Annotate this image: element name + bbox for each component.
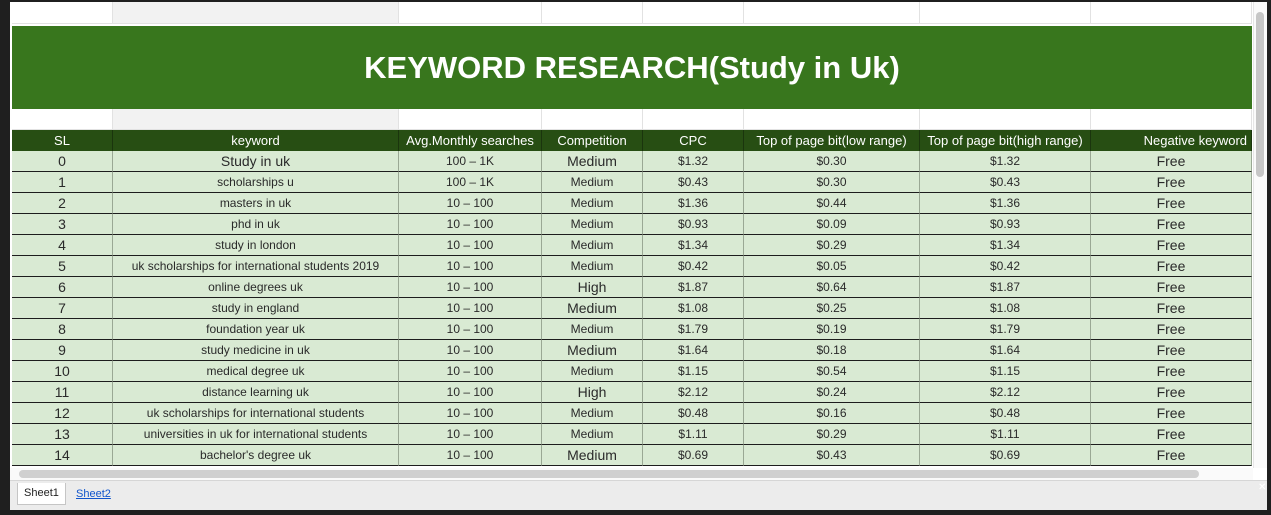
cell-cpc[interactable]: $1.11 (643, 424, 744, 445)
cell-top-bid-high[interactable]: $1.36 (920, 193, 1091, 214)
cell-keyword[interactable]: Study in uk (113, 151, 399, 172)
cell-negative-keyword[interactable]: Free (1091, 424, 1252, 445)
sheet-tab-sheet1[interactable]: Sheet1 (17, 483, 66, 505)
cell-top-bid-high[interactable]: $0.42 (920, 256, 1091, 277)
cell-avg-monthly-searches[interactable]: 10 – 100 (399, 214, 542, 235)
cell-top-bid-low[interactable]: $0.25 (744, 298, 920, 319)
empty-cell[interactable] (399, 2, 542, 24)
cell-negative-keyword[interactable]: Free (1091, 403, 1252, 424)
cell-top-bid-low[interactable]: $0.30 (744, 151, 920, 172)
cell-cpc[interactable]: $1.87 (643, 277, 744, 298)
cell-sl[interactable]: 8 (12, 319, 113, 340)
cell-cpc[interactable]: $2.12 (643, 382, 744, 403)
cell-top-bid-high[interactable]: $1.15 (920, 361, 1091, 382)
column-header-top-bid-low[interactable]: Top of page bit(low range) (744, 130, 920, 151)
cell-keyword[interactable]: foundation year uk (113, 319, 399, 340)
empty-cell[interactable] (542, 109, 643, 130)
cell-keyword[interactable]: masters in uk (113, 193, 399, 214)
cell-avg-monthly-searches[interactable]: 10 – 100 (399, 256, 542, 277)
horizontal-scroll-thumb[interactable] (19, 470, 1199, 478)
sheet-tab-bar (10, 480, 1267, 510)
cell-sl[interactable]: 10 (12, 361, 113, 382)
cell-sl[interactable]: 6 (12, 277, 113, 298)
cell-competition[interactable]: Medium (542, 445, 643, 466)
cell-top-bid-low[interactable]: $0.29 (744, 235, 920, 256)
cell-competition[interactable]: Medium (542, 361, 643, 382)
cell-competition[interactable]: Medium (542, 193, 643, 214)
cell-competition[interactable]: Medium (542, 256, 643, 277)
empty-cell[interactable] (643, 2, 744, 24)
empty-cell[interactable] (113, 109, 399, 130)
cell-avg-monthly-searches[interactable]: 10 – 100 (399, 298, 542, 319)
cell-negative-keyword[interactable]: Free (1091, 235, 1252, 256)
empty-cell[interactable] (920, 109, 1091, 130)
column-header-negative-keyword[interactable]: Negative keyword (1091, 130, 1252, 151)
cell-avg-monthly-searches[interactable]: 10 – 100 (399, 382, 542, 403)
column-header-sl[interactable]: SL (12, 130, 113, 151)
column-header-keyword[interactable]: keyword (113, 130, 399, 151)
cell-top-bid-low[interactable]: $0.29 (744, 424, 920, 445)
cell-top-bid-high[interactable]: $1.34 (920, 235, 1091, 256)
cell-sl[interactable]: 1 (12, 172, 113, 193)
cell-avg-monthly-searches[interactable]: 10 – 100 (399, 361, 542, 382)
cell-negative-keyword[interactable]: Free (1091, 298, 1252, 319)
cell-top-bid-low[interactable]: $0.30 (744, 172, 920, 193)
spreadsheet-grid[interactable] (12, 2, 1252, 468)
cell-top-bid-high[interactable]: $1.79 (920, 319, 1091, 340)
empty-cell[interactable] (12, 109, 113, 130)
cell-top-bid-high[interactable]: $1.11 (920, 424, 1091, 445)
cell-top-bid-high[interactable]: $0.43 (920, 172, 1091, 193)
column-header-cpc[interactable]: CPC (643, 130, 744, 151)
cell-keyword[interactable]: online degrees uk (113, 277, 399, 298)
sheet-viewer (10, 2, 1267, 510)
cell-avg-monthly-searches[interactable]: 100 – 1K (399, 151, 542, 172)
cell-sl[interactable]: 0 (12, 151, 113, 172)
cell-keyword[interactable]: study medicine in uk (113, 340, 399, 361)
cell-negative-keyword[interactable]: Free (1091, 151, 1252, 172)
cell-top-bid-high[interactable]: $1.64 (920, 340, 1091, 361)
cell-avg-monthly-searches[interactable]: 10 – 100 (399, 235, 542, 256)
cell-sl[interactable]: 13 (12, 424, 113, 445)
cell-avg-monthly-searches[interactable]: 10 – 100 (399, 403, 542, 424)
cell-top-bid-low[interactable]: $0.09 (744, 214, 920, 235)
cell-top-bid-low[interactable]: $0.18 (744, 340, 920, 361)
empty-cell[interactable] (920, 2, 1091, 24)
cell-competition[interactable]: Medium (542, 172, 643, 193)
cell-cpc[interactable]: $1.64 (643, 340, 744, 361)
cell-keyword[interactable]: phd in uk (113, 214, 399, 235)
cell-negative-keyword[interactable]: Free (1091, 445, 1252, 466)
cell-competition[interactable]: Medium (542, 424, 643, 445)
cell-top-bid-low[interactable]: $0.16 (744, 403, 920, 424)
cell-cpc[interactable]: $0.93 (643, 214, 744, 235)
cell-keyword[interactable]: uk scholarships for international students (113, 403, 399, 424)
cell-sl[interactable]: 4 (12, 235, 113, 256)
cell-negative-keyword[interactable]: Free (1091, 340, 1252, 361)
cell-top-bid-low[interactable]: $0.64 (744, 277, 920, 298)
cell-sl[interactable]: 2 (12, 193, 113, 214)
empty-cell[interactable] (744, 2, 920, 24)
cell-negative-keyword[interactable]: Free (1091, 277, 1252, 298)
page-title: KEYWORD RESEARCH(Study in Uk) (364, 50, 900, 85)
cell-competition[interactable]: High (542, 382, 643, 403)
empty-cell[interactable] (744, 109, 920, 130)
cell-avg-monthly-searches[interactable]: 100 – 1K (399, 172, 542, 193)
cell-cpc[interactable]: $1.36 (643, 193, 744, 214)
empty-cell[interactable] (1091, 109, 1252, 130)
cell-competition[interactable]: Medium (542, 235, 643, 256)
cell-top-bid-high[interactable]: $1.08 (920, 298, 1091, 319)
cell-competition[interactable]: Medium (542, 214, 643, 235)
cell-sl[interactable]: 9 (12, 340, 113, 361)
title-banner (12, 26, 1252, 109)
cell-top-bid-high[interactable]: $0.93 (920, 214, 1091, 235)
cell-keyword[interactable]: study in england (113, 298, 399, 319)
cell-cpc[interactable]: $1.32 (643, 151, 744, 172)
cell-negative-keyword[interactable]: Free (1091, 382, 1252, 403)
cell-negative-keyword[interactable]: Free (1091, 319, 1252, 340)
cell-keyword[interactable]: uk scholarships for international students 2019 (113, 256, 399, 277)
cell-sl[interactable]: 5 (12, 256, 113, 277)
cell-top-bid-high[interactable]: $1.87 (920, 277, 1091, 298)
cell-top-bid-high[interactable]: $2.12 (920, 382, 1091, 403)
cell-top-bid-low[interactable]: $0.24 (744, 382, 920, 403)
column-header-avg-monthly-searches[interactable]: Avg.Monthly searches (399, 130, 542, 151)
cell-keyword[interactable]: study in london (113, 235, 399, 256)
cell-cpc[interactable]: $0.69 (643, 445, 744, 466)
cell-keyword[interactable]: scholarships u (113, 172, 399, 193)
close-icon[interactable]: ✕ (1258, 482, 1267, 493)
empty-cell[interactable] (113, 2, 399, 24)
cell-top-bid-low[interactable]: $0.44 (744, 193, 920, 214)
cell-top-bid-low[interactable]: $0.54 (744, 361, 920, 382)
cell-top-bid-high[interactable]: $0.48 (920, 403, 1091, 424)
cell-avg-monthly-searches[interactable]: 10 – 100 (399, 340, 542, 361)
cell-top-bid-low[interactable]: $0.05 (744, 256, 920, 277)
column-header-top-bid-high[interactable]: Top of page bit(high range) (920, 130, 1091, 151)
empty-cell[interactable] (643, 109, 744, 130)
cell-sl[interactable]: 12 (12, 403, 113, 424)
cell-cpc[interactable]: $1.08 (643, 298, 744, 319)
cell-avg-monthly-searches[interactable]: 10 – 100 (399, 193, 542, 214)
cell-keyword[interactable]: universities in uk for international students (113, 424, 399, 445)
cell-competition[interactable]: High (542, 277, 643, 298)
cell-sl[interactable]: 14 (12, 445, 113, 466)
empty-cell[interactable] (12, 2, 113, 24)
cell-top-bid-low[interactable]: $0.19 (744, 319, 920, 340)
cell-keyword[interactable]: bachelor's degree uk (113, 445, 399, 466)
cell-negative-keyword[interactable]: Free (1091, 193, 1252, 214)
cell-avg-monthly-searches[interactable]: 10 – 100 (399, 319, 542, 340)
cell-cpc[interactable]: $1.34 (643, 235, 744, 256)
cell-keyword[interactable]: distance learning uk (113, 382, 399, 403)
empty-cell[interactable] (542, 2, 643, 24)
cell-competition[interactable]: Medium (542, 340, 643, 361)
cell-negative-keyword[interactable]: Free (1091, 361, 1252, 382)
cell-sl[interactable]: 11 (12, 382, 113, 403)
column-header-competition[interactable]: Competition (542, 130, 643, 151)
cell-sl[interactable]: 3 (12, 214, 113, 235)
cell-competition[interactable]: Medium (542, 151, 643, 172)
cell-avg-monthly-searches[interactable]: 10 – 100 (399, 424, 542, 445)
cell-top-bid-high[interactable]: $0.69 (920, 445, 1091, 466)
empty-cell[interactable] (1091, 2, 1252, 24)
cell-sl[interactable]: 7 (12, 298, 113, 319)
sheet-tab-sheet2[interactable]: Sheet2 (76, 488, 111, 500)
cell-keyword[interactable]: medical degree uk (113, 361, 399, 382)
cell-cpc[interactable]: $0.43 (643, 172, 744, 193)
cell-avg-monthly-searches[interactable]: 10 – 100 (399, 445, 542, 466)
cell-top-bid-low[interactable]: $0.43 (744, 445, 920, 466)
vertical-scroll-thumb[interactable] (1256, 12, 1264, 177)
cell-avg-monthly-searches[interactable]: 10 – 100 (399, 277, 542, 298)
cell-negative-keyword[interactable]: Free (1091, 172, 1252, 193)
cell-negative-keyword[interactable]: Free (1091, 256, 1252, 277)
cell-competition[interactable]: Medium (542, 319, 643, 340)
cell-cpc[interactable]: $1.79 (643, 319, 744, 340)
cell-cpc[interactable]: $1.15 (643, 361, 744, 382)
cell-cpc[interactable]: $0.42 (643, 256, 744, 277)
cell-competition[interactable]: Medium (542, 403, 643, 424)
cell-competition[interactable]: Medium (542, 298, 643, 319)
empty-cell[interactable] (399, 109, 542, 130)
cell-cpc[interactable]: $0.48 (643, 403, 744, 424)
cell-top-bid-high[interactable]: $1.32 (920, 151, 1091, 172)
cell-negative-keyword[interactable]: Free (1091, 214, 1252, 235)
